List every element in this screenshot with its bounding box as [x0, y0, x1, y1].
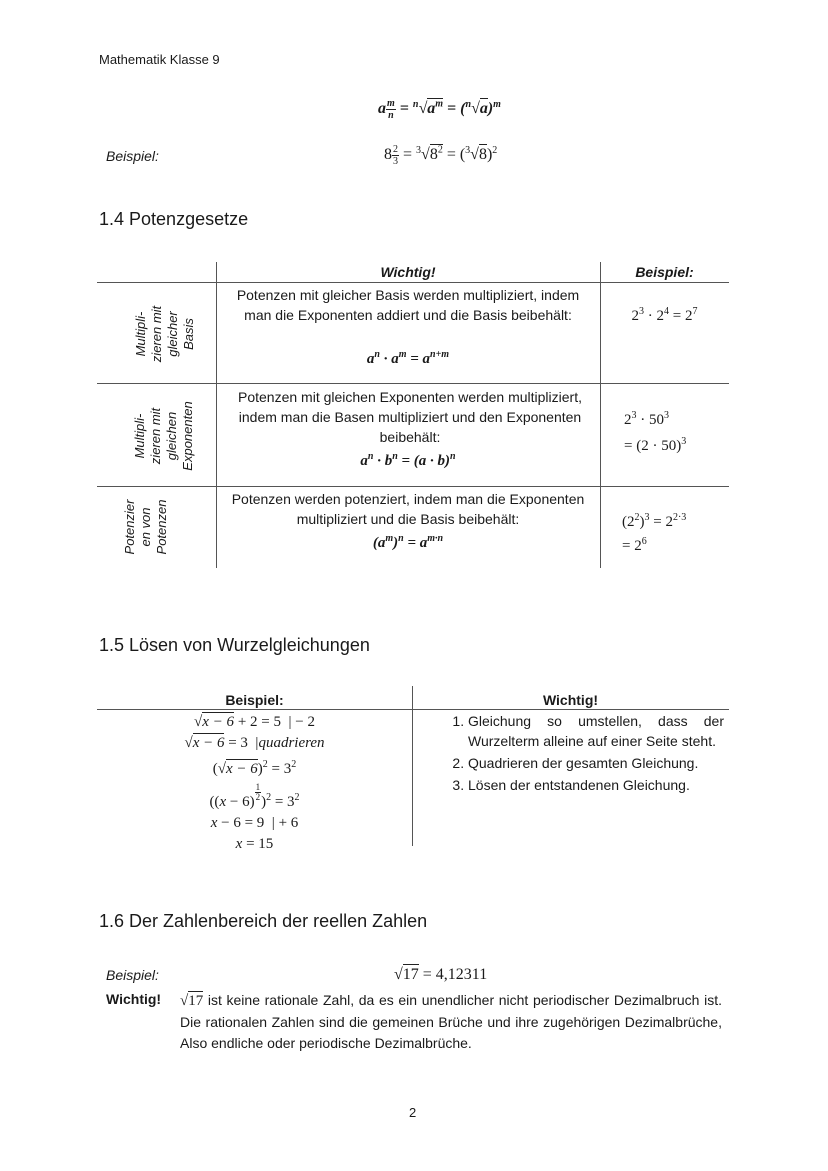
reelle-zahlen-text: √17 ist keine rationale Zahl, da es ein unendlicher nicht periodischer Dezimalbruch ist. Die rationalen Zahlen sind die gemeinen Brüche und ihre zugehörigen Dezimalbrüche, Also endliche oder periodische Dezimalbrüche. [180, 992, 722, 1051]
loesungsschritte [440, 711, 724, 797]
header-beispiel-15: Beispiel: [225, 692, 284, 708]
rule-text-gleiche-basis: Potenzen mit gleicher Basis werden multipliziert, indem man die Exponenten addiert und die Basis beibehält: [236, 287, 580, 323]
beispiel-label-16: Beispiel: [106, 967, 159, 983]
example-potenzieren: $(2^2)^3 = 2^{2\cdot 3}$ = $2^6$ [622, 512, 687, 554]
rule-formula-gleiche-basis: $a^n \cdot a^m = a^{n+m}$ [366, 349, 450, 367]
header-wichtig-15: Wichtig! [542, 692, 599, 708]
rule-text-potenzieren: Potenzen werden potenziert, indem man die Exponenten multipliziert und die Basis beibehält: [231, 491, 585, 527]
row-label-gleiche-basis: Multipli- zieren mit gleicher Basis [133, 305, 196, 363]
wichtig-label-16: Wichtig! [106, 991, 162, 1007]
section-title-potenzgesetze: 1.4 Potenzgesetze [99, 209, 249, 229]
rule-text-gleiche-exponenten: Potenzen mit gleichen Exponenten werden multipliziert, indem man die Basen multipliziert und den Exponenten beibehält: [238, 389, 582, 445]
step-1: 1. Gleichung so umstellen, dass der Wurzelterm alleine auf einer Seite steht. [468, 711, 724, 751]
example-gleiche-basis: $2^3 \cdot 2^4 = 2^7$ [631, 306, 698, 324]
rule-formula-potenzieren: $(a^m)^n = a^{m\cdot n}$ [372, 533, 444, 551]
page-number: 2 [409, 1105, 417, 1120]
section-title-wurzelgleichungen: 1.5 Lösen von Wurzelgleichungen [99, 635, 370, 655]
root-power-formula: a $\frac{m}{n}$ = $^n√a^m = (^n√a)^m$ [378, 98, 501, 121]
step-2: 2. Quadrieren der gesamten Gleichung. [468, 753, 724, 773]
wurzelgleichung-example: √x − 6 + 2 = 5 | − 2 √x − 6 = 3 |quadrieren $(√x - 6)^2 = 3^2$ ((x − 6) $\frac{1}{2}$ )$^2 = 3^2$ x − 6 = 9 | + 6 x = 15 [184, 714, 325, 852]
example-gleiche-exponenten: $2^3 \cdot 50^3$ = $(2 \cdot 50)^3$ [624, 410, 687, 454]
rule-formula-gleiche-exponenten: $a^n \cdot b^n = (a \cdot b)^n$ [360, 451, 456, 469]
page-header: Mathematik Klasse 9 [99, 52, 220, 67]
section-title-reelle-zahlen: 1.6 Der Zahlenbereich der reellen Zahlen [99, 911, 428, 931]
header-beispiel: Beispiel: [635, 264, 694, 280]
root-power-example: 8 $\frac{2}{3}$ = $^3√8^2 = (^3√8)^2$ [384, 144, 498, 167]
row-label-potenzieren: Potenzier en von Potenzen [122, 499, 169, 555]
beispiel-label: Beispiel: [106, 148, 159, 164]
sqrt17-example: √17 = 4,12311 [394, 966, 488, 983]
row-label-gleiche-exponenten: Multipli- zieren mit gleichen Exponenten [132, 401, 195, 471]
step-3: 3. Lösen der entstandenen Gleichung. [468, 775, 724, 795]
header-wichtig: Wichtig! [380, 264, 436, 280]
